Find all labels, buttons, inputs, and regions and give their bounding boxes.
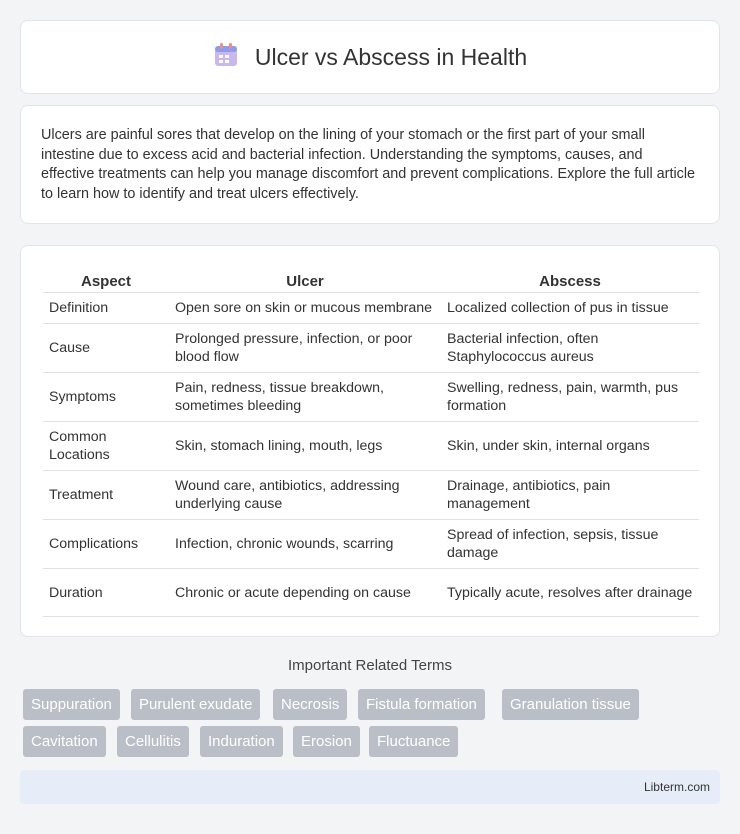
- comparison-card: [20, 245, 720, 637]
- ulcer-cell: Pain, redness, tissue breakdown, sometimes bleeding: [169, 372, 441, 421]
- intro-card: [20, 105, 720, 224]
- header-card: [20, 20, 720, 94]
- footer: [20, 770, 720, 804]
- related-term-tag[interactable]: Purulent exudate: [131, 689, 260, 720]
- abscess-cell: Typically acute, resolves after drainage: [441, 568, 699, 617]
- abscess-cell: Skin, under skin, internal organs: [441, 421, 699, 470]
- related-term-tag[interactable]: Suppuration: [23, 689, 120, 720]
- related-term-tag[interactable]: Necrosis: [273, 689, 347, 720]
- related-term-tag[interactable]: Erosion: [293, 726, 360, 757]
- comparison-table: [43, 264, 699, 617]
- table-row: [43, 292, 699, 323]
- intro-text: Ulcers are painful sores that develop on the lining of your stomach or the first part of your small intestine due to excess acid and bacterial infection. Understanding the symptoms, causes, and effective treatments can help you manage discomfort and prevent complications. Explore the full article to learn how to identify and treat ulcers effectively.: [41, 127, 696, 202]
- table-row: [43, 421, 699, 470]
- calendar-icon: [213, 42, 239, 73]
- ulcer-cell: Infection, chronic wounds, scarring: [169, 519, 441, 568]
- table-row: [43, 372, 699, 421]
- related-term-tag[interactable]: Induration: [200, 726, 283, 757]
- aspect-cell: Definition: [43, 292, 169, 323]
- header-aspect: Aspect: [80, 273, 132, 290]
- related-term-tag[interactable]: Fistula formation: [358, 689, 485, 720]
- ulcer-cell: Chronic or acute depending on cause: [169, 568, 441, 617]
- table-row: [43, 519, 699, 568]
- ulcer-cell: Skin, stomach lining, mouth, legs: [169, 421, 441, 470]
- aspect-cell: Cause: [43, 323, 169, 372]
- abscess-cell: Localized collection of pus in tissue: [441, 292, 699, 323]
- related-term-tag[interactable]: Granulation tissue: [502, 689, 639, 720]
- abscess-cell: Drainage, antibiotics, pain management: [441, 470, 699, 519]
- ulcer-cell: Prolonged pressure, infection, or poor blood flow: [169, 323, 441, 372]
- related-term-tag[interactable]: Cavitation: [23, 726, 106, 757]
- footer-link[interactable]: Libterm.com: [643, 780, 710, 794]
- aspect-cell: Treatment: [43, 470, 169, 519]
- aspect-cell: Duration: [43, 568, 169, 617]
- table-row: [43, 568, 699, 617]
- abscess-cell: Swelling, redness, pain, warmth, pus formation: [441, 372, 699, 421]
- abscess-cell: Spread of infection, sepsis, tissue damage: [441, 519, 699, 568]
- aspect-cell: Common Locations: [43, 421, 169, 470]
- header-abscess: Abscess: [539, 273, 601, 290]
- header-ulcer: Ulcer: [286, 273, 324, 290]
- ulcer-cell: Wound care, antibiotics, addressing underlying cause: [169, 470, 441, 519]
- aspect-cell: Symptoms: [43, 372, 169, 421]
- aspect-cell: Complications: [43, 519, 169, 568]
- abscess-cell: Bacterial infection, often Staphylococcus aureus: [441, 323, 699, 372]
- ulcer-cell: Open sore on skin or mucous membrane: [169, 292, 441, 323]
- related-term-tag[interactable]: Fluctuance: [369, 726, 458, 757]
- related-term-tag[interactable]: Cellulitis: [117, 726, 189, 757]
- page-title: Ulcer vs Abscess in Health: [254, 43, 528, 70]
- table-row: [43, 470, 699, 519]
- related-terms-title: Important Related Terms: [288, 657, 452, 674]
- table-row: [43, 323, 699, 372]
